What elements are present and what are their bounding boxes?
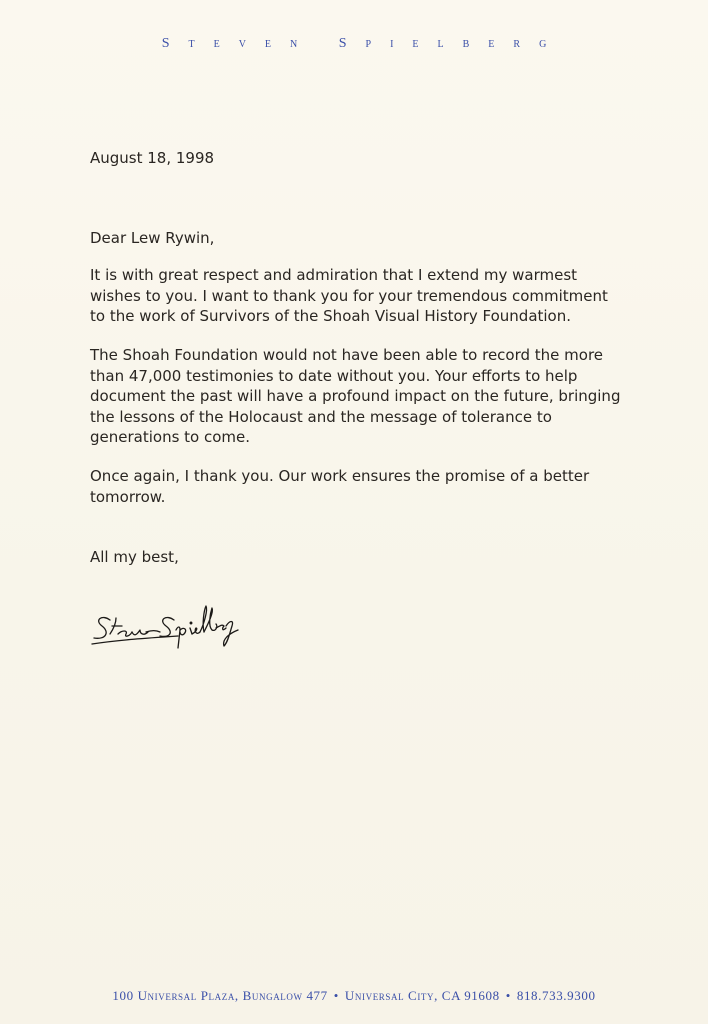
- footer-separator: •: [505, 988, 511, 1003]
- paragraph-line: generations to come.: [90, 428, 251, 446]
- paragraph-line: Once again, I thank you. Our work ensures the promise of a better: [90, 467, 590, 485]
- paragraph-2: [90, 345, 630, 448]
- letterhead-footer: [0, 988, 708, 1004]
- letterhead: [0, 36, 708, 52]
- footer-address: 100 Universal Plaza, Bungalow 477: [112, 988, 328, 1003]
- letterhead-name: Steven Spielberg: [161, 36, 566, 51]
- signature-icon: [88, 590, 248, 656]
- paragraph-line: than 47,000 testimonies to date without you. Your efforts to help: [90, 366, 578, 385]
- paragraph-line: wishes to you. I want to thank you for your tremendous commitment: [90, 286, 608, 305]
- letter-salutation: Dear Lew Rywin,: [90, 229, 215, 247]
- paragraph-3: [90, 466, 630, 507]
- letter-closing: All my best,: [90, 548, 179, 566]
- paragraph-line: The Shoah Foundation would not have been able to record the more: [90, 346, 604, 364]
- letter-date: August 18, 1998: [90, 149, 215, 167]
- paragraph-line: document the past will have a profound impact on the future, bringing: [90, 387, 621, 405]
- paragraph-line: tomorrow.: [90, 487, 166, 506]
- paragraph-line: It is with great respect and admiration that I extend my warmest: [90, 266, 578, 284]
- paragraph-1: [90, 265, 630, 327]
- footer-city: Universal City, CA 91608: [344, 988, 500, 1003]
- footer-phone: 818.733.9300: [516, 988, 596, 1003]
- paragraph-line: to the work of Survivors of the Shoah Visual History Foundation.: [90, 307, 572, 325]
- footer-separator: •: [333, 988, 339, 1003]
- paragraph-line: the lessons of the Holocaust and the message of tolerance to: [90, 407, 552, 426]
